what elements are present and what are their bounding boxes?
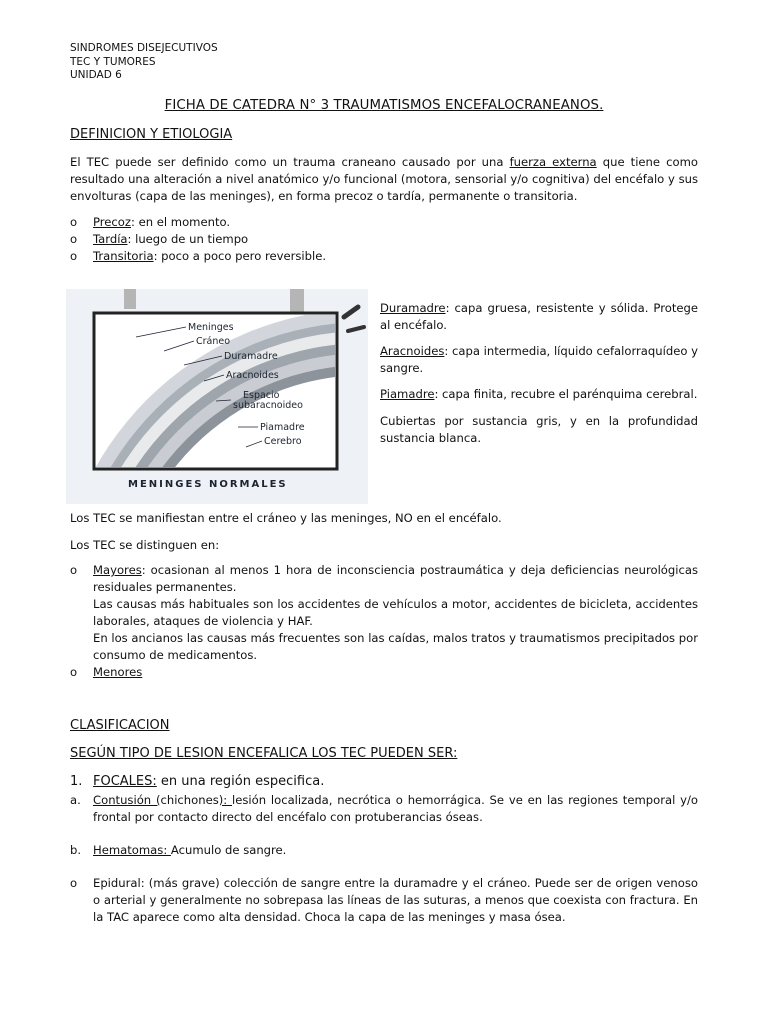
figure-label: Duramadre — [224, 351, 278, 362]
header-line: SINDROMES DISEJECUTIVOS — [70, 42, 218, 54]
figure-label: Aracnoides — [226, 370, 279, 381]
term-aside: chichones — [160, 793, 219, 807]
figure-label: Espacio — [243, 390, 280, 401]
term: Hematomas: — [93, 843, 171, 857]
bullet-marker: o — [70, 563, 78, 577]
section-heading-definicion: DEFINICION Y ETIOLOGIA — [70, 127, 233, 142]
meninges-duramadre — [380, 300, 698, 334]
term: ): — [218, 793, 233, 807]
term-desc: : capa finita, recubre el parénquima cerebral. — [434, 387, 698, 401]
document-title: FICHA DE CATEDRA N° 3 TRAUMATISMOS ENCEFALOCRANEANOS. — [164, 98, 604, 113]
term: Menores — [93, 665, 143, 679]
bullet-marker: o — [70, 232, 78, 246]
term: Contusión ( — [93, 793, 161, 807]
document-header — [70, 42, 218, 83]
meninges-diagram — [66, 289, 368, 504]
focales-item — [70, 773, 698, 790]
section-heading-tipo: SEGÚN TIPO DE LESION ENCEFALICA LOS TEC PUEDEN SER: — [70, 746, 458, 761]
list-letter: b. — [70, 843, 82, 857]
list-letter: a. — [70, 793, 81, 807]
term-desc: : capa gruesa, resistente y sólida. Protege al encéfalo. — [380, 301, 698, 332]
list-item — [70, 231, 698, 248]
list-number: 1. — [70, 774, 83, 789]
section-heading-clasificacion: CLASIFICACION — [70, 718, 170, 733]
header-line: TEC Y TUMORES — [70, 55, 156, 68]
term-desc: Acumulo de sangre. — [170, 843, 287, 857]
term: Mayores — [93, 563, 142, 577]
timing-list — [70, 214, 698, 265]
header-line: UNIDAD 6 — [70, 69, 122, 81]
term-desc: : poco a poco pero reversible. — [153, 249, 327, 263]
term-desc: : en el momento. — [131, 215, 231, 229]
bullet-marker: o — [70, 249, 78, 263]
severity-list — [70, 562, 698, 681]
manifest-paragraph: Los TEC se manifiestan entre el cráneo y las meninges, NO en el encéfalo. — [70, 511, 502, 525]
term-desc: en una región especifica. — [156, 774, 325, 789]
list-item-epidural — [70, 875, 698, 926]
intro-text: que tiene como resultado una alteración a nivel anatómico y/o funcional (motora, sensorial y/o cognitiva) del encéfalo y sus envolturas (capa de las meninges), en forma precoz o tardía, permanente o transitoria. — [70, 155, 698, 203]
term-desc: : ocasionan al menos 1 hora de inconsciencia postraumática y deja deficiencias neurológicas residuales permanentes. — [93, 563, 698, 594]
figure-label: Piamadre — [260, 422, 305, 433]
hematomas-item — [70, 842, 698, 859]
cubiertas-text: Cubiertas por sustancia gris, y en la profundidad sustancia blanca. — [380, 414, 698, 445]
figure-caption: MENINGES NORMALES — [128, 479, 288, 490]
term: Tardía — [93, 232, 128, 246]
list-item-mayores — [70, 562, 698, 664]
mayores-elderly: En los ancianos las causas más frecuentes son las caídas, malos tratos y traumatismos precipitados por consumo de medicamentos. — [93, 631, 698, 662]
epidural-text: Epidural: (más grave) colección de sangre entre la duramadre y el cráneo. Puede ser de origen venoso o arterial y generalmente no sobrepasa las líneas de las suturas, a menos que coexista con fractura. En la TAC aparece como alta densidad. Choca la capa de las meninges y masa ósea. — [93, 876, 698, 924]
term: Precoz — [93, 215, 131, 229]
figure-label: Cráneo — [196, 336, 231, 347]
distinguen-paragraph: Los TEC se distinguen en: — [70, 538, 220, 552]
figure-label: Meninges — [188, 322, 234, 333]
list-item-menores — [70, 664, 698, 681]
bullet-marker: o — [70, 876, 78, 890]
term: Aracnoides — [380, 344, 445, 358]
list-item — [70, 248, 698, 265]
hematoma-types-list — [70, 875, 698, 926]
list-item — [70, 214, 698, 231]
meninges-aracnoides — [380, 343, 698, 377]
figure-label: Cerebro — [264, 436, 302, 447]
figure-label: subaracnoideo — [233, 400, 303, 411]
intro-emphasis: fuerza externa — [509, 155, 597, 169]
intro-paragraph — [70, 154, 698, 205]
term-desc: lesión localizada, necrótica o hemorrágica. Se ve en las regiones temporal y/o frontal por contacto directo del encéfalo con protuberancias óseas. — [93, 793, 698, 824]
intro-text: El TEC puede ser definido como un trauma craneano causado por una — [70, 155, 510, 169]
bullet-marker: o — [70, 665, 78, 679]
term: Piamadre — [380, 387, 435, 401]
term-desc: : capa intermedia, líquido cefalorraquídeo y sangre. — [380, 344, 698, 375]
term: Transitoria — [93, 249, 154, 263]
term: FOCALES: — [93, 774, 157, 789]
meninges-piamadre — [380, 386, 698, 403]
contusion-item — [70, 792, 698, 826]
term: Duramadre — [380, 301, 446, 315]
term-desc: : luego de un tiempo — [127, 232, 249, 246]
bullet-marker: o — [70, 215, 78, 229]
mayores-causes: Las causas más habituales son los accidentes de vehículos a motor, accidentes de bicicleta, accidentes laborales, ataques de violencia y HAF. — [93, 597, 698, 628]
